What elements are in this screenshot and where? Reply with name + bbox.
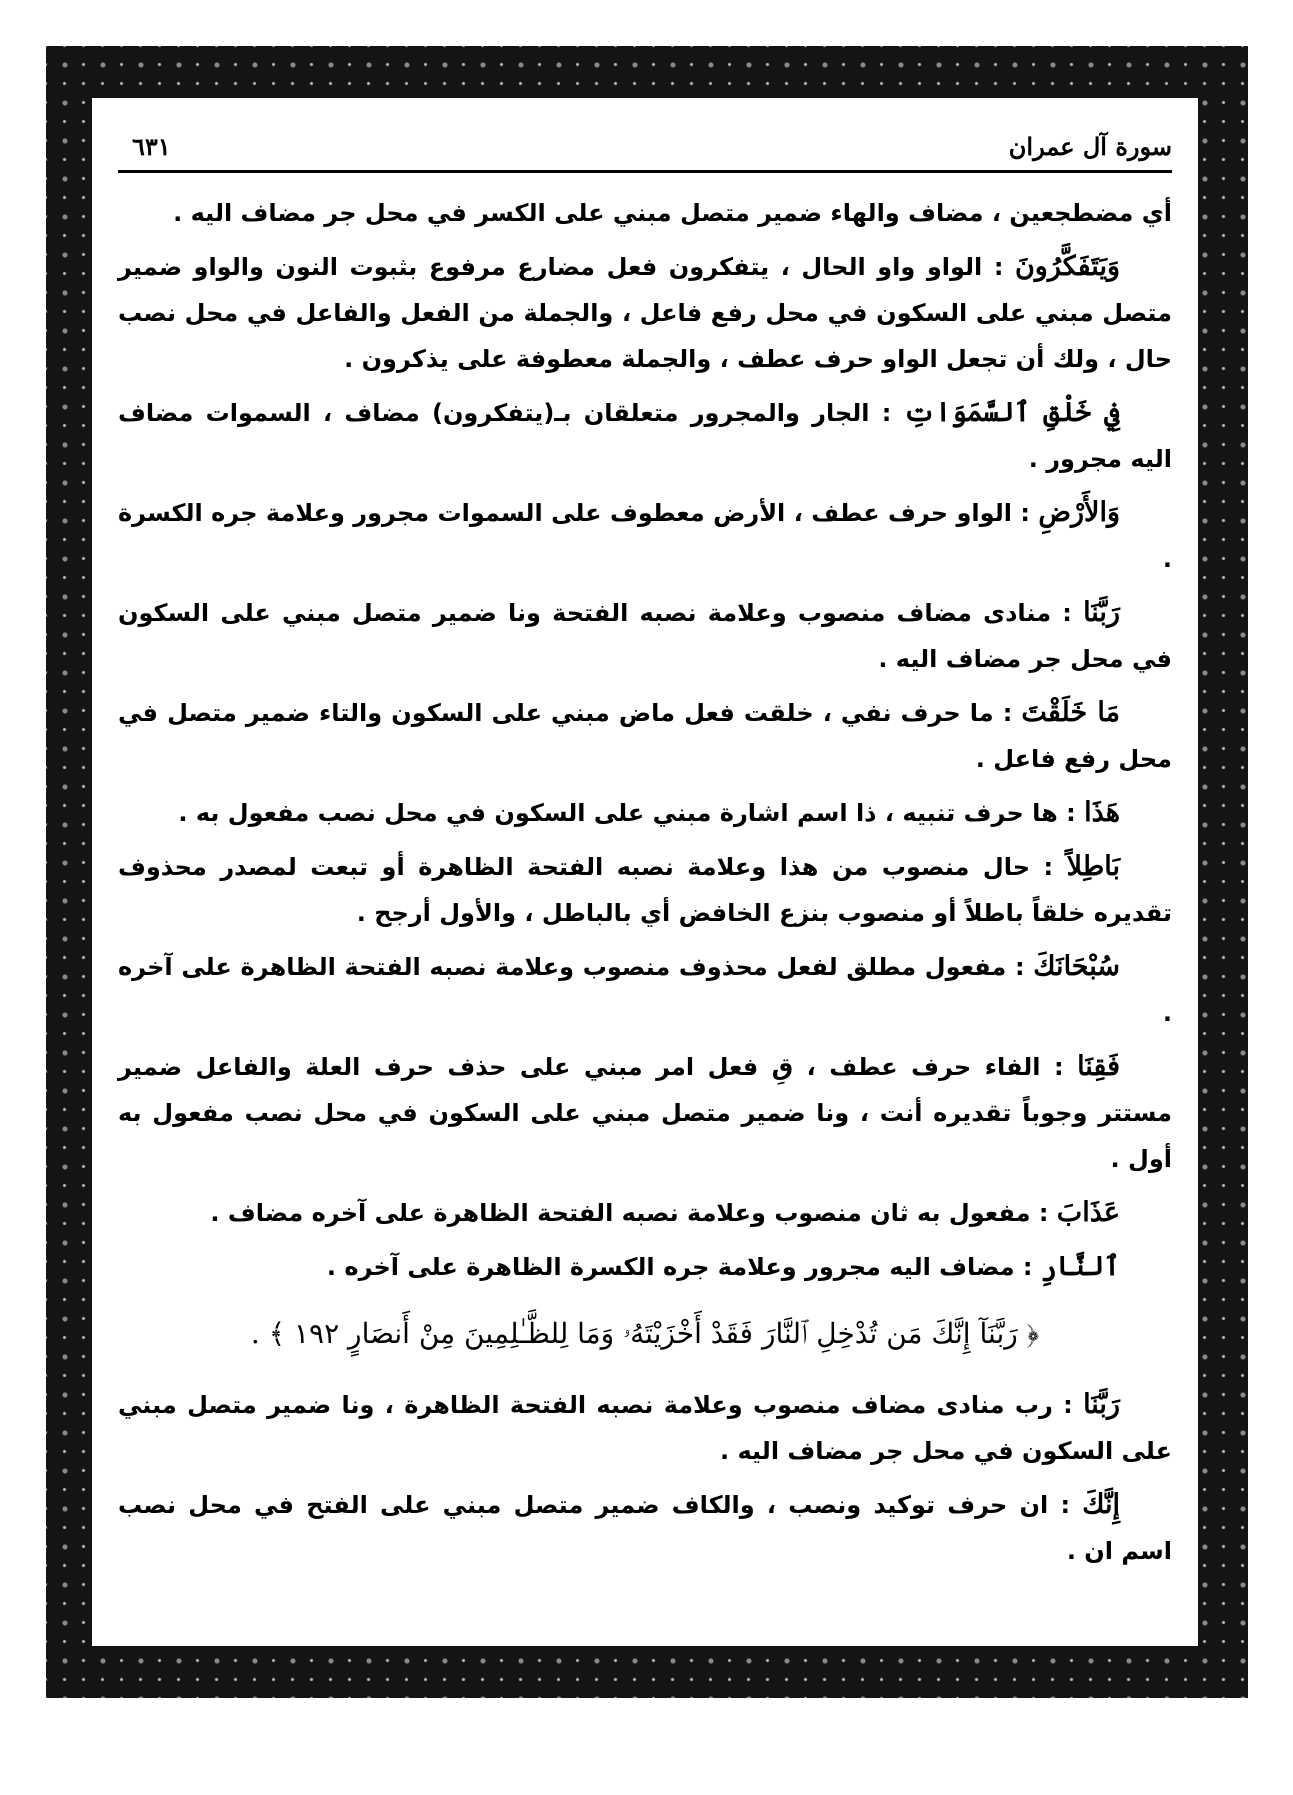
entry-term: فَقِنَا (1077, 1051, 1121, 1082)
entry-term: رَبَّنَا (1083, 1389, 1120, 1420)
entry-4: رَبَّنَا : منادى مضاف منصوب وعلامة نصبه الفتحة ونا ضمير متصل مبني على السكون في محل جر مضاف اليه . (118, 597, 1172, 673)
entry-1: وَيَتَفَكَّرُونَ : الواو واو الحال ، يتفكرون فعل مضارع مرفوع بثبوت النون والواو ضمير متصل مبني على السكون في محل رفع فاعل ، والجملة من الفعل والفاعل في محل نصب حال ، ولك أن تجعل الواو حرف عطف ، والجملة معطوفة على يذكرون . (118, 251, 1172, 373)
entry-text: رب منادى مضاف منصوب وعلامة نصبه الفتحة الظاهرة ، ونا ضمير متصل مبني على السكون في محل جر مضاف اليه . (118, 1391, 1172, 1465)
entry-term: فِي خَلْقِ ٱلسَّمَوَاتِ (903, 397, 1120, 428)
entry-term: ٱلنَّارِ (1040, 1251, 1120, 1282)
entry-term: وَالأَرْضِ (1038, 497, 1120, 528)
page-header (118, 130, 1172, 173)
entry-9: فَقِنَا : الفاء حرف عطف ، قِ فعل امر مبني على حذف حرف العلة والفاعل ضمير مستتر وجوباً تقديره أنت ، ونا ضمير متصل مبني على السكون في محل نصب مفعول به أول . (118, 1051, 1172, 1173)
entry-term: هَذَا (1084, 797, 1120, 828)
quran-verse: ﴿ رَبَّنَآ إِنَّكَ مَن تُدْخِلِ ٱلنَّارَ فَقَدْ أَخْزَيْتَهُۥ وَمَا لِلظَّـٰلِمِينَ مِنْ أَنصَارٍ ١٩٢ ﴾ . (250, 1317, 1040, 1350)
entry-text: الفاء حرف عطف ، قِ فعل امر مبني على حذف حرف العلة والفاعل ضمير مستتر وجوباً تقديره أنت ، ونا ضمير متصل مبني على السكون في محل نصب مفعول به أول . (118, 1053, 1172, 1173)
entry-term: سُبْحَانَكَ (1033, 951, 1120, 982)
surah-title: سورة آل عمران (1008, 132, 1172, 161)
entry-term: مَا خَلَقْتَ (1021, 697, 1121, 728)
page (92, 98, 1198, 1646)
entry-text: مفعول مطلق لفعل محذوف منصوب وعلامة نصبه الفتحة الظاهرة على آخره . (118, 953, 1172, 1027)
entry-5: مَا خَلَقْتَ : ما حرف نفي ، خلقت فعل ماض مبني على السكون والتاء ضمير متصل في محل رفع فاعل . (118, 697, 1172, 773)
entry-7: بَاطِلاً : حال منصوب من هذا وعلامة نصبه الفتحة الظاهرة أو تبعت لمصدر محذوف تقديره خلقاً باطلاً أو منصوب بنزع الخافض أي بالباطل ، والأول أرجح . (118, 851, 1172, 927)
entry-term: عَذَابَ (1056, 1197, 1120, 1228)
entry-text: ما حرف نفي ، خلقت فعل ماض مبني على السكون والتاء ضمير متصل في محل رفع فاعل . (118, 699, 1172, 773)
entry-13: إِنَّكَ : ان حرف توكيد ونصب ، والكاف ضمير متصل مبني على الفتح في محل نصب اسم ان . (118, 1489, 1172, 1565)
entry-term: إِنَّكَ (1082, 1489, 1121, 1520)
entry-2: فِي خَلْقِ ٱلسَّمَوَاتِ : الجار والمجرور متعلقان بـ(يتفكرون) مضاف ، السموات مضاف اليه مجرور . (118, 397, 1172, 473)
entry-3: وَالأَرْضِ : الواو حرف عطف ، الأرض معطوف على السموات مجرور وعلامة جره الكسرة . (118, 497, 1172, 573)
entry-term: وَيَتَفَكَّرُونَ (1014, 251, 1121, 282)
entry-6: هَذَا : ها حرف تنبيه ، ذا اسم اشارة مبني على السكون في محل نصب مفعول به . (178, 797, 1120, 828)
entry-11: ٱلنَّارِ : مضاف اليه مجرور وعلامة جره الكسرة الظاهرة على آخره . (326, 1251, 1120, 1282)
entry-text: ها حرف تنبيه ، ذا اسم اشارة مبني على السكون في محل نصب مفعول به . (178, 799, 1058, 827)
page-number: ٦٣١ (132, 132, 171, 161)
entry-text: حال منصوب من هذا وعلامة نصبه الفتحة الظاهرة أو تبعت لمصدر محذوف تقديره خلقاً باطلاً أو منصوب بنزع الخافض أي بالباطل ، والأول أرجح . (118, 853, 1172, 927)
entry-12: رَبَّنَا : رب منادى مضاف منصوب وعلامة نصبه الفتحة الظاهرة ، ونا ضمير متصل مبني على السكون في محل جر مضاف اليه . (118, 1389, 1172, 1465)
entry-text: مفعول به ثان منصوب وعلامة نصبه الفتحة الظاهرة على آخره مضاف . (210, 1199, 1031, 1227)
entry-text: الواو واو الحال ، يتفكرون فعل مضارع مرفوع بثبوت النون والواو ضمير متصل مبني على السكون في محل رفع فاعل ، والجملة من الفعل والفاعل في محل نصب حال ، ولك أن تجعل الواو حرف عطف ، والجملة معطوفة على يذكرون . (118, 253, 1172, 373)
entry-text: ان حرف توكيد ونصب ، والكاف ضمير متصل مبني على الفتح في محل نصب اسم ان . (118, 1491, 1172, 1565)
entry-text: الواو حرف عطف ، الأرض معطوف على السموات مجرور وعلامة جره الكسرة . (118, 499, 1172, 573)
entry-8: سُبْحَانَكَ : مفعول مطلق لفعل محذوف منصوب وعلامة نصبه الفتحة الظاهرة على آخره . (118, 951, 1172, 1027)
entry-text: الجار والمجرور متعلقان بـ(يتفكرون) مضاف ، السموات مضاف اليه مجرور . (118, 399, 1172, 473)
page-body (118, 190, 1172, 1582)
intro-paragraph: أي مضطجعين ، مضاف والهاء ضمير متصل مبني على الكسر في محل جر مضاف اليه . (173, 199, 1172, 227)
entry-term: رَبَّنَا (1083, 597, 1120, 628)
entry-10: عَذَابَ : مفعول به ثان منصوب وعلامة نصبه الفتحة الظاهرة على آخره مضاف . (210, 1197, 1120, 1228)
entry-text: منادى مضاف منصوب وعلامة نصبه الفتحة ونا ضمير متصل مبني على السكون في محل جر مضاف اليه . (118, 599, 1172, 673)
entry-term: بَاطِلاً (1066, 851, 1121, 882)
entry-text: مضاف اليه مجرور وعلامة جره الكسرة الظاهرة على آخره . (326, 1253, 1015, 1281)
